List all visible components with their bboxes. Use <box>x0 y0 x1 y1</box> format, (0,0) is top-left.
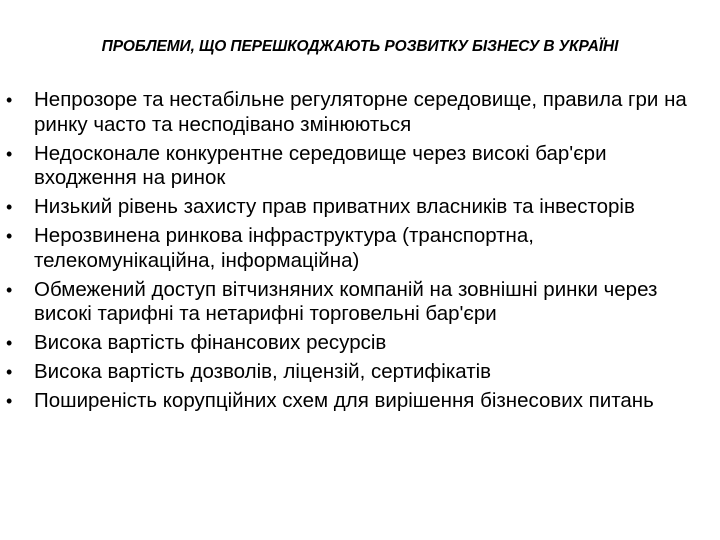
bullet-icon: • <box>6 362 13 382</box>
bullet-text: Недосконале конкурентне середовище через високі бар'єри входження на ринок <box>34 141 607 189</box>
bullet-item <box>6 88 706 137</box>
bullet-text: Низький рівень захисту прав приватних власників та інвесторів <box>34 195 635 218</box>
bullet-item <box>6 142 706 191</box>
bullet-text: Нерозвинена ринкова інфраструктура (транспортна, телекомунікаційна, інформаційна) <box>34 224 534 272</box>
bullet-icon: • <box>6 226 13 246</box>
bullet-text: Обмежений доступ вітчизняних компаній на зовнішні ринки через високі тарифні та нетарифні торговельні бар'єри <box>34 277 658 325</box>
bullet-icon: • <box>6 333 13 353</box>
bullet-text: Непрозоре та нестабільне регуляторне середовище, правила гри на ринку часто та несподівано змінюються <box>34 88 687 136</box>
bullet-item <box>6 360 706 385</box>
bullet-item <box>6 389 706 414</box>
bullet-text: Висока вартість фінансових ресурсів <box>34 331 387 354</box>
bullet-icon: • <box>6 279 13 300</box>
bullet-item <box>6 195 706 220</box>
bullet-icon: • <box>6 90 13 110</box>
bullet-item <box>6 278 706 327</box>
bullet-item <box>6 331 706 356</box>
bullet-text: Поширеність корупційних схем для вирішення бізнесових питань <box>34 389 654 412</box>
bullet-icon: • <box>6 197 13 217</box>
bullet-list <box>6 88 706 418</box>
bullet-text: Висока вартість дозволів, ліцензій, сертифікатів <box>34 360 492 383</box>
bullet-icon: • <box>6 391 13 411</box>
bullet-icon: • <box>6 143 13 164</box>
bullet-item <box>6 224 706 273</box>
slide-title: ПРОБЛЕМИ, ЩО ПЕРЕШКОДЖАЮТЬ РОЗВИТКУ БІЗНЕСУ В УКРАЇНІ <box>101 38 619 55</box>
